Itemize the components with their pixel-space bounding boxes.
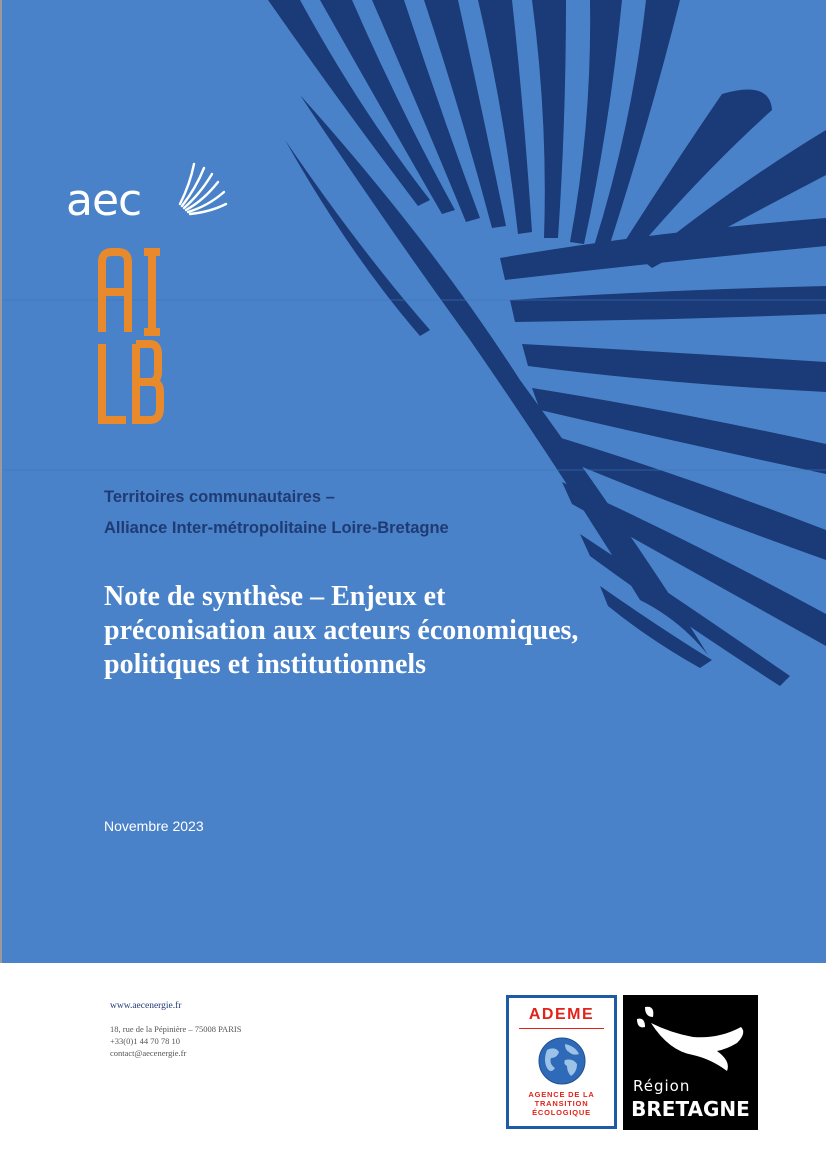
- ademe-divider: [519, 1028, 604, 1029]
- address-line: 18, rue de la Pépinière – 75008 PARIS: [110, 1024, 242, 1034]
- document-title: Note de synthèse – Enjeux et préconisation aux acteurs économiques, politiques et institutionnels: [104, 581, 579, 680]
- aec-logo-text: aec: [66, 175, 142, 226]
- ademe-name: ADEME: [528, 1006, 595, 1023]
- globe-icon: [537, 1036, 587, 1086]
- aec-logo: [66, 160, 226, 230]
- ademe-subtitle: [509, 1090, 614, 1117]
- region-label: Région: [633, 1077, 691, 1095]
- ailb-logo-mark: [96, 248, 166, 426]
- region-bretagne-logo: [623, 995, 758, 1130]
- ademe-subtitle-line: AGENCE DE LA: [528, 1090, 595, 1099]
- subtitle-line-2: Alliance Inter-métropolitaine Loire-Bretagne: [104, 519, 449, 537]
- contact-address: [110, 1023, 310, 1059]
- footer: [0, 963, 826, 1169]
- subtitle-line-1: Territoires communautaires –: [104, 488, 335, 506]
- email-line[interactable]: contact@aecenergie.fr: [110, 1048, 187, 1058]
- hermine-bird-icon: [631, 1003, 751, 1075]
- website-link[interactable]: www.aecenergie.fr: [110, 1001, 182, 1011]
- publication-date: Novembre 2023: [104, 818, 204, 834]
- sun-rays-icon: [172, 160, 232, 220]
- region-name: BRETAGNE: [631, 1097, 750, 1121]
- phone-line: +33(0)1 44 70 78 10: [110, 1036, 180, 1046]
- document-subtitle: [104, 482, 664, 544]
- ademe-subtitle-line: ÉCOLOGIQUE: [532, 1108, 591, 1117]
- ademe-subtitle-line: TRANSITION: [534, 1099, 589, 1108]
- ademe-logo: [506, 995, 617, 1129]
